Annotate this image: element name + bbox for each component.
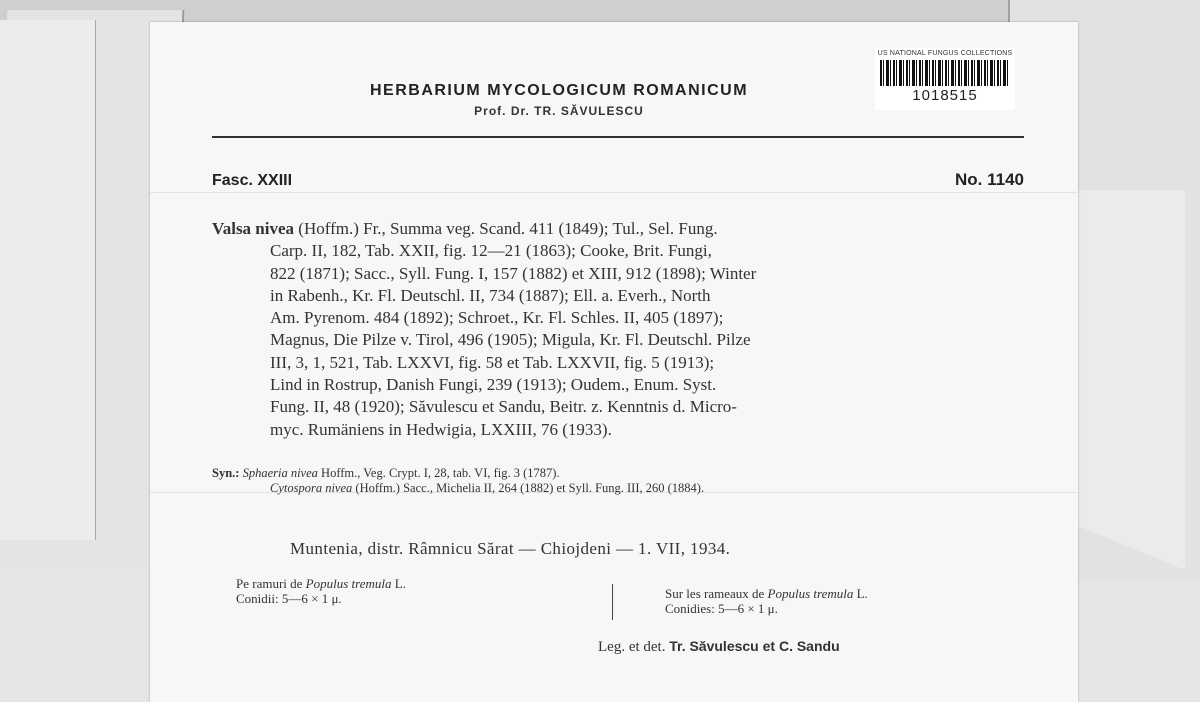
conidia-line: Conidii: 5—6 × 1 μ. xyxy=(236,591,342,606)
citation-line: 822 (1871); Sacc., Syll. Fung. I, 157 (1882) et XIII, 912 (1898); Winter xyxy=(270,263,757,283)
host-french xyxy=(665,586,1045,616)
herbarium-label xyxy=(150,22,1078,702)
locality: Muntenia, distr. Râmnicu Sărat — Chiojdeni — 1. VII, 1934. xyxy=(290,539,731,558)
citation-line: Magnus, Die Pilze v. Tirol, 496 (1905); Migula, Kr. Fl. Deutschl. Pilze xyxy=(270,330,751,350)
fascicle: Fasc. XXIII xyxy=(212,172,293,189)
conidia-line: Conidies: 5—6 × 1 μ. xyxy=(665,601,778,616)
collector-line xyxy=(598,638,840,656)
host-prefix: Pe ramuri de xyxy=(236,576,303,591)
barcode-number: 1018515 xyxy=(912,87,978,104)
column-divider xyxy=(612,584,613,620)
synonym-line xyxy=(212,481,1042,496)
fold-line xyxy=(150,192,1078,193)
collector-names: Tr. Săvulescu et C. Sandu xyxy=(669,638,840,654)
herbarium-subtitle: Prof. Dr. TR. SĂVULESCU xyxy=(474,104,644,118)
citation-line: in Rabenh., Kr. Fl. Deutschl. II, 734 (1887); Ell. a. Everh., North xyxy=(270,285,711,305)
citation-line: myc. Rumäniens in Hedwigia, LXXIII, 76 (1933). xyxy=(270,419,612,439)
host-name: Populus tremula xyxy=(305,576,392,591)
host-line xyxy=(665,586,1045,601)
herbarium-title: HERBARIUM MYCOLOGICUM ROMANICUM xyxy=(369,82,749,99)
host-prefix: Sur les rameaux de xyxy=(665,586,765,601)
synonym-reference: Hoffm., Veg. Crypt. I, 28, tab. VI, fig. 3 (1787). xyxy=(321,466,560,480)
specimen-number: No. 1140 xyxy=(955,170,1024,189)
host-romanian xyxy=(236,576,576,606)
citation-line: Am. Pyrenom. 484 (1892); Schroet., Kr. Fl. Schles. II, 405 (1897); xyxy=(270,308,724,328)
citation-line: Carp. II, 182, Tab. XXII, fig. 12—21 (1863); Cooke, Brit. Fungi, xyxy=(270,241,712,261)
host-author: L. xyxy=(394,576,406,591)
synonym-name: Cytospora nivea xyxy=(270,481,353,495)
citation-line: Lind in Rostrup, Danish Fungi, 239 (1913); Oudem., Enum. Syst. xyxy=(270,375,717,395)
label-header xyxy=(150,82,1078,118)
citation-line xyxy=(212,218,1028,240)
host-name: Populus tremula xyxy=(767,586,854,601)
citation-line: Fung. II, 48 (1920); Săvulescu et Sandu, Beitr. z. Kenntnis d. Micro- xyxy=(270,397,737,417)
synonyms-label: Syn.: xyxy=(212,466,240,480)
barcode-collection: US NATIONAL FUNGUS COLLECTIONS xyxy=(877,50,1013,57)
species-name: Valsa nivea xyxy=(212,219,295,238)
collector-prefix: Leg. et det. xyxy=(598,639,666,655)
synonym-name: Sphaeria nivea xyxy=(242,466,318,480)
citation-text: (Hoffm.) Fr., Summa veg. Scand. 411 (1849); Tul., Sel. Fung. xyxy=(298,219,718,238)
synonyms xyxy=(212,466,1042,496)
header-rule xyxy=(212,136,1024,138)
envelope-right-flap xyxy=(1074,190,1185,570)
host-line xyxy=(236,576,576,591)
citation-line: III, 3, 1, 521, Tab. LXXVI, fig. 58 et Tab. LXXVII, fig. 5 (1913); xyxy=(270,352,715,372)
host-author: L. xyxy=(856,586,868,601)
synonym-reference: (Hoffm.) Sacc., Michelia II, 264 (1882) et Syll. Fung. III, 260 (1884). xyxy=(355,481,705,495)
citation-block xyxy=(212,218,1028,441)
